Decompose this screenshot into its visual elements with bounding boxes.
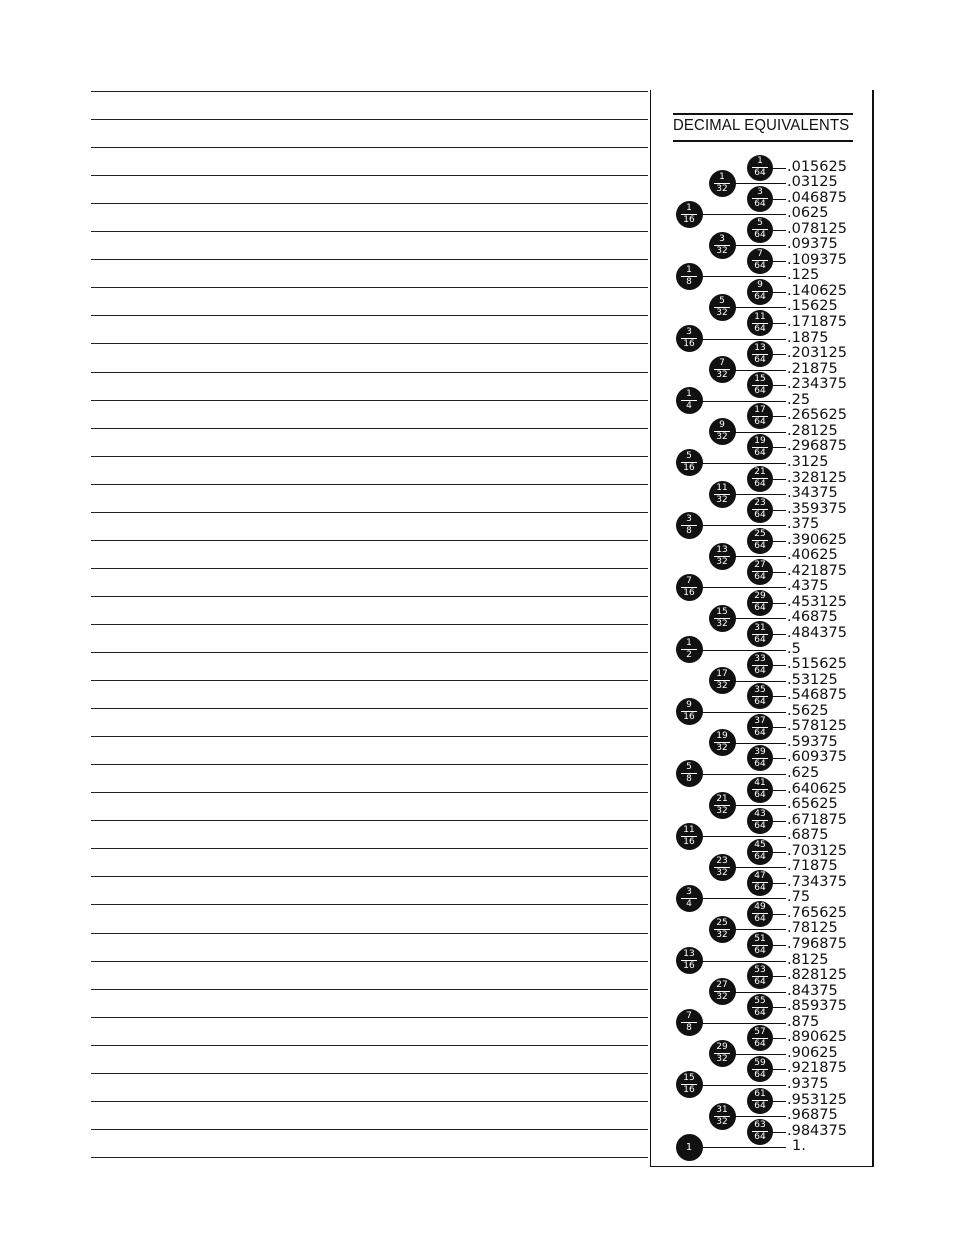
- fraction-denominator: 32: [716, 929, 728, 940]
- decimal-value: .78125: [787, 920, 838, 937]
- fraction-numerator: 15: [683, 1073, 695, 1084]
- fraction-numerator: 1: [686, 202, 692, 213]
- fraction-numerator: 31: [716, 1104, 728, 1115]
- fraction-numerator: 13: [754, 342, 766, 353]
- fraction-numerator: 9: [686, 700, 692, 711]
- fraction-numerator: 13: [683, 949, 695, 960]
- fraction-denominator: 64: [754, 852, 766, 863]
- decimal-value: .796875: [787, 936, 847, 952]
- fraction-badge: [709, 356, 736, 383]
- fraction-denominator: 64: [754, 1132, 766, 1143]
- decimal-value: .546875: [787, 687, 847, 704]
- fraction-numerator: 17: [716, 669, 728, 680]
- fraction-badge: [747, 808, 773, 834]
- decimal-value: .84375: [787, 982, 838, 999]
- fraction-numerator: 19: [754, 435, 766, 446]
- fraction-badge: [709, 543, 736, 570]
- fraction-denominator: 32: [716, 618, 728, 629]
- fraction-denominator: 8: [686, 774, 692, 785]
- fraction-denominator: 32: [716, 1054, 728, 1065]
- fraction-badge: [676, 574, 703, 601]
- fraction-badge: [747, 745, 773, 771]
- fraction-numerator: 15: [754, 373, 766, 384]
- fraction-badge: [676, 947, 703, 974]
- fraction-denominator: 64: [754, 230, 766, 241]
- decimal-value: .640625: [787, 780, 847, 797]
- fraction-denominator: 64: [754, 727, 766, 738]
- decimal-value: .28125: [787, 422, 838, 439]
- fraction-numerator: 21: [716, 793, 728, 804]
- fraction-denominator: 64: [754, 261, 766, 272]
- leader-line: [689, 774, 786, 775]
- decimal-value: .0625: [787, 205, 829, 222]
- fraction-badge: [676, 1134, 703, 1161]
- fraction-numerator: 11: [754, 311, 766, 322]
- fraction-badge: [676, 760, 703, 787]
- leader-line: [689, 650, 786, 651]
- fraction-badge: [747, 155, 773, 181]
- fraction-badge: [747, 434, 773, 460]
- decimal-value: .15625: [787, 298, 838, 315]
- fraction-denominator: 64: [754, 323, 766, 334]
- fraction-numerator: 11: [683, 824, 695, 835]
- fraction-numerator: 19: [716, 731, 728, 742]
- fraction-numerator: 3: [757, 187, 763, 198]
- fraction-badge: [747, 963, 773, 989]
- fraction-numerator: 1: [686, 638, 692, 649]
- fraction-denominator: 32: [716, 743, 728, 754]
- fraction-badge: [709, 232, 736, 259]
- fraction-denominator: 64: [754, 603, 766, 614]
- fraction-badge: [709, 978, 736, 1005]
- fraction-denominator: 64: [754, 416, 766, 427]
- decimal-value: .34375: [787, 485, 838, 502]
- decimal-value: .671875: [787, 811, 847, 828]
- fraction-denominator: 16: [683, 339, 695, 350]
- fraction-denominator: 64: [754, 199, 766, 210]
- decimal-value: .1875: [787, 329, 829, 346]
- decimal-value: .453125: [787, 593, 847, 610]
- fraction-numerator: 39: [754, 746, 766, 757]
- fraction-numerator: 11: [716, 482, 728, 493]
- fraction-numerator: 41: [754, 778, 766, 788]
- fraction-numerator: 13: [716, 544, 728, 555]
- fraction-badge: [676, 201, 703, 228]
- fraction-badge: [747, 279, 773, 305]
- fraction-badge: [747, 1025, 773, 1051]
- fraction-denominator: 4: [686, 898, 692, 909]
- fraction-denominator: 64: [754, 1007, 766, 1018]
- fraction-denominator: 64: [754, 354, 766, 365]
- fraction-denominator: 32: [716, 1116, 728, 1127]
- fraction-numerator: 7: [757, 249, 763, 260]
- fraction-badge: [747, 652, 773, 678]
- fraction-numerator: 23: [754, 498, 766, 509]
- fraction-numerator: 29: [716, 1042, 728, 1053]
- fraction-numerator: 43: [754, 809, 766, 820]
- fraction-badge: [676, 1071, 703, 1098]
- fraction-badge: [747, 932, 773, 958]
- fraction-badge: [747, 559, 773, 585]
- fraction-numerator: 59: [754, 1057, 766, 1068]
- fraction-numerator: 7: [719, 358, 725, 369]
- leader-line: [689, 525, 786, 526]
- fraction-badge: [676, 1009, 703, 1036]
- fraction-numerator: 37: [754, 715, 766, 726]
- fraction-denominator: 32: [716, 245, 728, 256]
- fraction-numerator: 47: [754, 871, 766, 882]
- fraction-denominator: 64: [754, 914, 766, 925]
- fraction-numerator: 5: [686, 451, 692, 462]
- fraction-denominator: 64: [754, 447, 766, 458]
- fraction-denominator: 64: [754, 541, 766, 552]
- decimal-value: .140625: [787, 282, 847, 299]
- leader-line: [689, 1147, 786, 1148]
- fraction-badge: [747, 528, 773, 554]
- decimal-value: .515625: [787, 656, 847, 673]
- decimal-value: .3125: [787, 453, 829, 470]
- fraction-denominator: 32: [716, 556, 728, 567]
- fraction-denominator: 64: [754, 790, 766, 800]
- fraction-badge: [747, 1088, 773, 1114]
- fraction-numerator: 23: [716, 855, 728, 866]
- fraction-denominator: 8: [686, 525, 692, 536]
- fraction-denominator: 64: [754, 1069, 766, 1080]
- decimal-value: .296875: [787, 438, 847, 455]
- fraction-badge: [709, 605, 736, 632]
- leader-line: [689, 339, 786, 340]
- decimal-value: .359375: [787, 500, 847, 517]
- decimal-value: .21875: [787, 360, 838, 377]
- decimal-value: .921875: [787, 1060, 847, 1077]
- fraction-badge: [709, 667, 736, 694]
- decimal-value: .703125: [787, 842, 847, 859]
- decimal-value: 1.: [792, 1138, 806, 1155]
- fraction-badge: [709, 1103, 736, 1130]
- fraction-denominator: 32: [716, 992, 728, 1003]
- decimal-value: .53125: [787, 671, 838, 688]
- fraction-denominator: 64: [754, 510, 766, 521]
- decimal-value: .578125: [787, 718, 847, 735]
- fraction-badge: [747, 839, 773, 865]
- fraction-denominator: 32: [716, 307, 728, 318]
- fraction-badge: [747, 590, 773, 616]
- decimal-value: .59375: [787, 733, 838, 750]
- fraction-denominator: 64: [754, 821, 766, 832]
- fraction-badge: [709, 854, 736, 881]
- decimal-value: .46875: [787, 609, 838, 626]
- decimal-value: .828125: [787, 967, 847, 984]
- fraction-numerator: 1: [686, 389, 692, 400]
- fraction-numerator: 3: [719, 233, 725, 244]
- fraction-numerator: 27: [754, 560, 766, 571]
- fraction-numerator: 21: [754, 467, 766, 477]
- fraction-numerator: 57: [754, 1026, 766, 1037]
- decimal-value: .9375: [787, 1075, 829, 1092]
- fraction-badge: [709, 916, 736, 943]
- decimal-value: .96875: [787, 1107, 838, 1124]
- fraction-numerator: 29: [754, 591, 766, 602]
- fraction-badge: [747, 1056, 773, 1082]
- fraction-numerator: 3: [686, 513, 692, 524]
- fraction-badge: [676, 823, 703, 850]
- fraction-denominator: 64: [754, 1101, 766, 1111]
- fraction-denominator: 32: [716, 681, 728, 692]
- fraction-numerator: 25: [754, 529, 766, 540]
- fraction-numerator: 51: [754, 933, 766, 944]
- decimal-value: .65625: [787, 796, 838, 813]
- fraction-denominator: 32: [716, 183, 728, 194]
- decimal-value: .4375: [787, 578, 829, 595]
- fraction-numerator: 33: [754, 653, 766, 664]
- fraction-denominator: 64: [754, 883, 766, 894]
- fraction-denominator: 32: [716, 370, 728, 381]
- fraction-numerator: 61: [754, 1089, 766, 1099]
- decimal-value: .03125: [787, 174, 838, 191]
- fraction-numerator: 1: [686, 264, 692, 275]
- decimal-value: .125: [787, 267, 820, 284]
- fraction-numerator: 7: [686, 1011, 692, 1022]
- fraction-numerator: 45: [754, 840, 766, 851]
- fraction-badge: [747, 621, 773, 647]
- decimal-value: .875: [787, 1013, 820, 1030]
- fraction-denominator: 64: [754, 665, 766, 676]
- leader-line: [689, 712, 786, 713]
- fraction-badge: [709, 792, 736, 819]
- decimal-value: .421875: [787, 562, 847, 579]
- fraction-badge: [747, 1119, 773, 1145]
- fraction-numerator: 1: [685, 1141, 693, 1153]
- fraction-badge: [747, 683, 773, 709]
- decimal-value: .078125: [787, 220, 847, 237]
- fraction-denominator: 64: [754, 634, 766, 645]
- fraction-denominator: 32: [716, 805, 728, 816]
- leader-line: [689, 276, 786, 277]
- fraction-badge: [747, 186, 773, 212]
- leader-line: [689, 463, 786, 464]
- fraction-numerator: 9: [719, 420, 725, 431]
- fraction-numerator: 49: [754, 902, 766, 913]
- fraction-badge: [676, 325, 703, 352]
- fraction-numerator: 17: [754, 404, 766, 415]
- fraction-numerator: 63: [754, 1120, 766, 1131]
- decimal-value: .625: [787, 764, 820, 781]
- fraction-numerator: 53: [754, 964, 766, 975]
- decimal-value: .328125: [787, 469, 847, 486]
- fraction-denominator: 8: [686, 276, 692, 287]
- fraction-denominator: 4: [686, 401, 692, 412]
- decimal-value: .71875: [787, 858, 838, 875]
- fraction-numerator: 1: [719, 171, 725, 182]
- decimal-value: .375: [787, 516, 820, 533]
- fraction-denominator: 16: [683, 463, 695, 474]
- decimal-value: .5: [787, 640, 801, 657]
- fraction-badge: [747, 901, 773, 927]
- fraction-numerator: 7: [686, 575, 692, 586]
- decimal-value: .390625: [787, 531, 847, 548]
- decimal-value: .484375: [787, 625, 847, 641]
- fraction-numerator: 5: [757, 218, 763, 229]
- decimal-value: .765625: [787, 904, 847, 921]
- decimal-value: .859375: [787, 998, 847, 1015]
- panel-title: DECIMAL EQUIVALENTS: [673, 117, 850, 134]
- fraction-badge: [676, 263, 703, 290]
- decimal-value: .25: [787, 391, 811, 408]
- leader-line: [689, 587, 786, 588]
- fraction-badge: [747, 217, 773, 243]
- decimal-value: .5625: [787, 702, 829, 719]
- fraction-badge: [747, 714, 773, 740]
- fraction-numerator: 1: [757, 156, 763, 166]
- fraction-denominator: 64: [754, 168, 766, 178]
- fraction-denominator: 64: [754, 696, 766, 707]
- decimal-value: .40625: [787, 547, 838, 564]
- leader-line: [689, 401, 786, 402]
- leader-line: [689, 1023, 786, 1024]
- decimal-value: .890625: [787, 1029, 847, 1046]
- fraction-badge: [747, 372, 773, 398]
- decimal-value: .234375: [787, 376, 847, 393]
- fraction-denominator: 64: [754, 758, 766, 769]
- fraction-denominator: 16: [683, 712, 695, 723]
- fraction-numerator: 3: [686, 886, 692, 897]
- fraction-badge: [747, 466, 773, 492]
- fraction-denominator: 32: [716, 494, 728, 505]
- fraction-badge: [747, 870, 773, 896]
- fraction-denominator: 64: [754, 385, 766, 396]
- decimal-value: .265625: [787, 407, 847, 424]
- fraction-badge: [709, 170, 736, 197]
- fraction-numerator: 25: [716, 917, 728, 928]
- decimal-value: .09375: [787, 236, 838, 253]
- leader-line: [689, 961, 786, 962]
- fraction-badge: [747, 341, 773, 367]
- decimal-value: .203125: [787, 345, 847, 362]
- fraction-denominator: 2: [686, 650, 692, 661]
- fraction-badge: [747, 994, 773, 1020]
- leader-line: [689, 898, 786, 899]
- fraction-denominator: 8: [686, 1023, 692, 1034]
- fraction-denominator: 32: [716, 867, 728, 878]
- fraction-denominator: 16: [683, 836, 695, 847]
- fraction-denominator: 64: [754, 976, 766, 987]
- fraction-badge: [747, 497, 773, 523]
- fraction-badge: [676, 636, 703, 663]
- fraction-denominator: 64: [754, 292, 766, 303]
- fraction-badge: [676, 387, 703, 414]
- fraction-denominator: 64: [754, 1038, 766, 1049]
- fraction-badge: [676, 512, 703, 539]
- decimal-value: .609375: [787, 749, 847, 766]
- decimal-value: .015625: [787, 158, 847, 175]
- fraction-numerator: 5: [719, 295, 725, 306]
- fraction-denominator: 16: [683, 961, 695, 972]
- decimal-value: .953125: [787, 1091, 847, 1108]
- fraction-denominator: 64: [754, 945, 766, 956]
- fraction-badge: [676, 449, 703, 476]
- fraction-numerator: 15: [716, 606, 728, 617]
- decimal-value: .75: [787, 889, 811, 906]
- fraction-numerator: 35: [754, 684, 766, 695]
- fraction-badge: [747, 248, 773, 274]
- fraction-numerator: 31: [754, 622, 766, 633]
- fraction-numerator: 27: [716, 980, 728, 991]
- fraction-badge: [747, 403, 773, 429]
- decimal-value: .6875: [787, 827, 829, 844]
- decimal-value: .171875: [787, 314, 847, 330]
- fraction-badge: [747, 310, 773, 336]
- fraction-badge: [709, 481, 736, 508]
- fraction-badge: [747, 777, 773, 803]
- decimal-value: .734375: [787, 873, 847, 890]
- fraction-denominator: 32: [716, 432, 728, 443]
- fraction-badge: [676, 698, 703, 725]
- fraction-denominator: 64: [754, 479, 766, 489]
- decimal-value: .90625: [787, 1044, 838, 1061]
- decimal-value: .984375: [787, 1122, 847, 1139]
- fraction-numerator: 55: [754, 995, 766, 1006]
- fraction-numerator: 9: [757, 280, 763, 291]
- fraction-denominator: 16: [683, 587, 695, 598]
- fraction-badge: [676, 885, 703, 912]
- fraction-badge: [709, 294, 736, 321]
- fraction-denominator: 16: [683, 1085, 695, 1096]
- fraction-badge: [709, 418, 736, 445]
- fraction-denominator: 16: [683, 214, 695, 225]
- decimal-value: .109375: [787, 251, 847, 268]
- fraction-numerator: 5: [686, 762, 692, 773]
- fraction-numerator: 3: [686, 327, 692, 338]
- leader-line: [689, 1085, 786, 1086]
- leader-line: [689, 214, 786, 215]
- fraction-denominator: 64: [754, 572, 766, 583]
- decimal-value: .8125: [787, 951, 829, 968]
- fraction-badge: [709, 1040, 736, 1067]
- leader-line: [689, 836, 786, 837]
- decimal-value: .046875: [787, 189, 847, 206]
- fraction-badge: [709, 729, 736, 756]
